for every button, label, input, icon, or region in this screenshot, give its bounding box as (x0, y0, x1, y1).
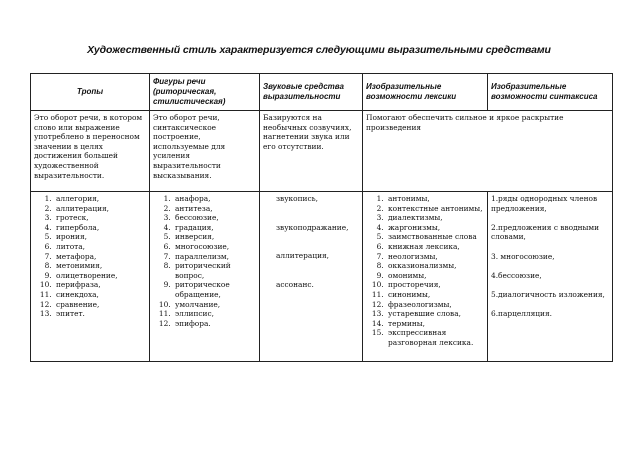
lexical-item: 13. устаревшие слова, (386, 309, 484, 319)
means-table (30, 73, 613, 362)
lexical-item: 15. экспрессивная разговорная лексика. (386, 328, 484, 347)
trope-item: 9. олицетворение, (54, 271, 146, 281)
sound-list (276, 194, 359, 289)
lexical-item: 4. жаргонизмы, (386, 223, 484, 233)
figure-item: 9. риторическое обращение, (173, 280, 256, 299)
trope-item: 5. ирония, (54, 232, 146, 242)
sound-item: ассонанс. (276, 279, 314, 289)
lexical-cell (363, 192, 488, 362)
trope-item: 11. синекдоха, (54, 290, 146, 300)
lexical-item: 14. термины, (386, 319, 484, 329)
lexical-item: 5. заимствованные слова (386, 232, 484, 242)
trope-item: 3. гротеск, (54, 213, 146, 223)
trope-item: 2. аллитерация, (54, 204, 146, 214)
trope-item: 6. литота, (54, 242, 146, 252)
figure-item: 1. анафора, (173, 194, 256, 204)
definition-sound: Базируются на необычных созвучиях, нагнетении звука или его отсутствии. (260, 111, 363, 192)
figure-item: 8. риторический вопрос, (173, 261, 256, 280)
trope-item: 13. эпитет. (54, 309, 146, 319)
lexical-item: 2. контекстные антонимы, (386, 204, 484, 214)
figure-item: 12. эпифора. (173, 319, 256, 329)
tropes-cell (31, 192, 150, 362)
header-tropes: Тропы (31, 74, 150, 111)
figure-item: 11. эллипсис, (173, 309, 256, 319)
definition-tropes: Это оборот речи, в котором слово или выражение употреблено в переносном значении в целях достижения большей художественной выразительности. (31, 111, 150, 192)
header-syntax: Изобразительные возможности синтаксиса (488, 74, 613, 111)
syntax-list (491, 194, 609, 319)
page-title: Художественный стиль характеризуется следующими выразительными средствами (87, 44, 551, 56)
figure-item: 2. антитеза, (173, 204, 256, 214)
lexical-item: 10. просторечия, (386, 280, 484, 290)
trope-item: 4. гипербола, (54, 223, 146, 233)
syntax-item: 5.диалогичность изложения, (491, 289, 605, 299)
syntax-item: 4.бессоюзие, (491, 270, 542, 280)
figure-item: 3. бессоюзие, (173, 213, 256, 223)
definition-lexical-syntax: Помогают обеспечить сильное и яркое раскрытие произведения (363, 111, 613, 192)
figure-item: 5. инверсия, (173, 232, 256, 242)
header-lexical: Изобразительные возможности лексики (363, 74, 488, 111)
header-sound: Звуковые средства выразительности (260, 74, 363, 111)
figures-cell (150, 192, 260, 362)
syntax-item: 1.ряды однородных членов предложения, (491, 194, 598, 213)
lexical-item: 1. антонимы, (386, 194, 484, 204)
lexical-item: 3. диалектизмы, (386, 213, 484, 223)
header-figures: Фигуры речи (риторическая, стилистическая) (150, 74, 260, 111)
lexical-item: 11. синонимы, (386, 290, 484, 300)
tropes-list (34, 194, 146, 319)
lexical-item: 6. книжная лексика, (386, 242, 484, 252)
lexical-item: 7. неологизмы, (386, 252, 484, 262)
figure-item: 7. параллелизм, (173, 252, 256, 262)
sound-cell (260, 192, 363, 362)
lexical-item: 9. омонимы, (386, 271, 484, 281)
lexical-list (366, 194, 484, 348)
lexical-item: 8. окказионализмы, (386, 261, 484, 271)
figure-item: 6. многосоюзие, (173, 242, 256, 252)
trope-item: 1. аллегория, (54, 194, 146, 204)
trope-item: 8. метонимия, (54, 261, 146, 271)
definition-figures: Это оборот речи, синтаксическое построение, используемые для усиления выразительности высказывания. (150, 111, 260, 192)
trope-item: 12. сравнение, (54, 300, 146, 310)
lexical-item: 12. фразеологизмы, (386, 300, 484, 310)
sound-item: звукоподражание, (276, 222, 349, 232)
trope-item: 7. метафора, (54, 252, 146, 262)
figure-item: 10. умолчание, (173, 300, 256, 310)
syntax-item: 2.предложения с вводными словами, (491, 222, 600, 242)
figures-list (153, 194, 256, 328)
figure-item: 4. градация, (173, 223, 256, 233)
syntax-cell (488, 192, 613, 362)
sound-item: звукопись, (276, 194, 318, 203)
syntax-item: 6.парцелляция. (491, 309, 552, 319)
sound-item: аллитерация, (276, 251, 330, 261)
syntax-item: 3. многосоюзие, (491, 251, 555, 261)
trope-item: 10. перифраза, (54, 280, 146, 290)
